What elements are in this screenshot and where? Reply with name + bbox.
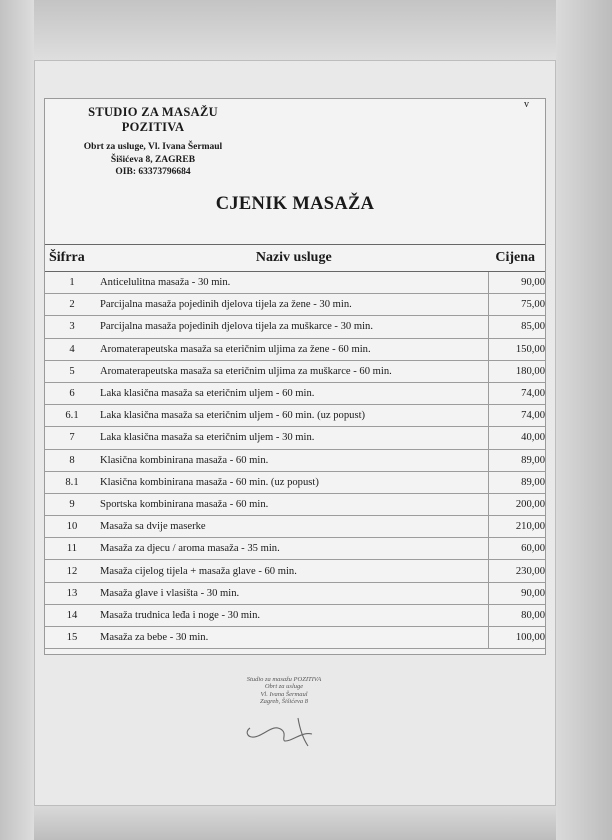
column-header-service: Naziv usluge — [99, 245, 489, 272]
table-row — [45, 538, 545, 560]
row-code: 13 — [45, 582, 99, 604]
row-code: 7 — [45, 427, 99, 449]
business-info — [63, 141, 243, 179]
row-price: 60,00 — [489, 538, 546, 560]
row-service: Klasična kombinirana masaža - 60 min. (uz popust) — [99, 471, 489, 493]
row-service: Laka klasična masaža sa eteričnim uljem - 60 min. (uz popust) — [99, 405, 489, 427]
row-service: Laka klasična masaža sa eteričnim uljem - 30 min. — [99, 427, 489, 449]
row-code: 5 — [45, 360, 99, 382]
frame-bottom-edge — [0, 806, 612, 840]
row-code: 10 — [45, 516, 99, 538]
owner-line: Obrt za usluge, Vl. Ivana Šermaul — [83, 142, 223, 152]
row-service: Aromaterapeutska masaža sa eteričnim uljima za muškarce - 60 min. — [99, 360, 489, 382]
row-service: Masaža sa dvije maserke — [99, 516, 489, 538]
stamp-line4: Zagreb, Šišićeva 8 — [260, 698, 308, 706]
row-code: 12 — [45, 560, 99, 582]
table-row — [45, 272, 545, 294]
row-code: 2 — [45, 294, 99, 316]
table-row — [45, 582, 545, 604]
table-row — [45, 604, 545, 626]
table-row — [45, 405, 545, 427]
table-row — [45, 493, 545, 515]
row-price: 230,00 — [489, 560, 546, 582]
address-line: Šišićeva 8, ZAGREB — [110, 154, 196, 165]
row-code: 15 — [45, 627, 99, 649]
row-price: 150,00 — [489, 338, 546, 360]
stamp-line2: Obrt za usluge — [264, 683, 304, 691]
stamp-line1: Studio za masažu POZITIVA — [246, 676, 322, 683]
row-service: Parcijalna masaža pojedinih djelova tijela za muškarce - 30 min. — [99, 316, 489, 338]
row-service: Masaža trudnica leđa i noge - 30 min. — [99, 604, 489, 626]
table-body — [45, 272, 545, 649]
row-code: 6.1 — [45, 405, 99, 427]
row-code: 11 — [45, 538, 99, 560]
row-code: 6 — [45, 382, 99, 404]
frame-top-edge — [0, 0, 612, 60]
price-list-sheet — [44, 98, 546, 655]
row-price: 180,00 — [489, 360, 546, 382]
row-service: Sportska kombinirana masaža - 60 min. — [99, 493, 489, 515]
row-price: 100,00 — [489, 627, 546, 649]
table-row — [45, 560, 545, 582]
column-header-price: Cijena — [489, 245, 546, 272]
row-price: 74,00 — [489, 382, 546, 404]
row-service: Laka klasična masaža sa eteričnim uljem - 60 min. — [99, 382, 489, 404]
stamp-line3: Vl. Ivana Šermaul — [260, 690, 308, 698]
column-header-code: Šifrra — [45, 245, 99, 272]
studio-name-line2: POZITIVA — [121, 120, 185, 134]
table-row — [45, 516, 545, 538]
row-price: 89,00 — [489, 449, 546, 471]
row-price: 74,00 — [489, 405, 546, 427]
row-price: 210,00 — [489, 516, 546, 538]
table-row — [45, 471, 545, 493]
row-price: 80,00 — [489, 604, 546, 626]
row-price: 85,00 — [489, 316, 546, 338]
row-price: 90,00 — [489, 582, 546, 604]
row-service: Masaža za djecu / aroma masaža - 35 min. — [99, 538, 489, 560]
table-row — [45, 294, 545, 316]
table-row — [45, 360, 545, 382]
table-row — [45, 382, 545, 404]
table-row — [45, 427, 545, 449]
row-service: Masaža glave i vlasišta - 30 min. — [99, 582, 489, 604]
row-service: Aromaterapeutska masaža sa eteričnim uljima za žene - 60 min. — [99, 338, 489, 360]
row-code: 4 — [45, 338, 99, 360]
table-row — [45, 449, 545, 471]
studio-name — [63, 105, 243, 135]
row-price: 75,00 — [489, 294, 546, 316]
table-header-row — [45, 245, 545, 272]
row-price: 40,00 — [489, 427, 546, 449]
table-row — [45, 338, 545, 360]
row-service: Klasična kombinirana masaža - 60 min. — [99, 449, 489, 471]
row-code: 1 — [45, 272, 99, 294]
row-code: 14 — [45, 604, 99, 626]
row-service: Masaža za bebe - 30 min. — [99, 627, 489, 649]
row-service: Anticelulitna masaža - 30 min. — [99, 272, 489, 294]
row-service: Parcijalna masaža pojedinih djelova tijela za žene - 30 min. — [99, 294, 489, 316]
table-row — [45, 316, 545, 338]
studio-name-line1: STUDIO ZA MASAŽU — [88, 105, 218, 119]
oib-line: OIB: 63373796684 — [115, 167, 191, 177]
frame-right-edge — [556, 0, 612, 840]
row-code: 9 — [45, 493, 99, 515]
row-price: 200,00 — [489, 493, 546, 515]
row-code: 8 — [45, 449, 99, 471]
signature-mark — [238, 710, 328, 750]
page-title: CJENIK MASAŽA — [215, 194, 375, 214]
table-row — [45, 627, 545, 649]
price-table — [45, 244, 545, 649]
row-price: 89,00 — [489, 471, 546, 493]
row-code: 8.1 — [45, 471, 99, 493]
corner-mark: v — [524, 99, 529, 110]
business-stamp — [224, 676, 344, 706]
frame-left-edge — [0, 0, 34, 840]
row-service: Masaža cijelog tijela + masaža glave - 60 min. — [99, 560, 489, 582]
row-code: 3 — [45, 316, 99, 338]
row-price: 90,00 — [489, 272, 546, 294]
